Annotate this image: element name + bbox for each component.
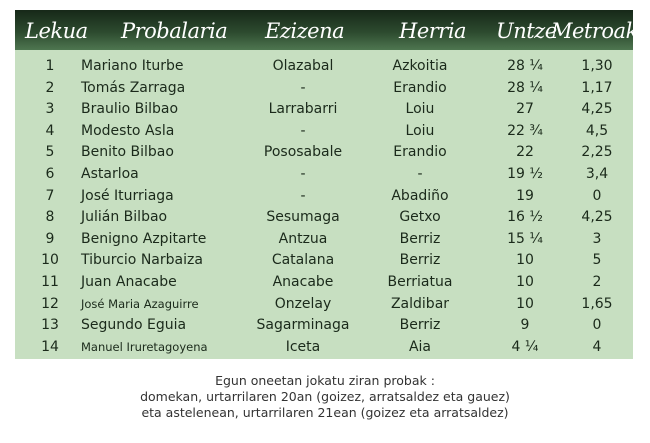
cell-lekua: 12 bbox=[41, 295, 59, 312]
table-row bbox=[15, 142, 633, 164]
cell-herria: Berriz bbox=[399, 230, 441, 247]
header-ezizena: Ezizena bbox=[265, 19, 345, 43]
cell-metroak: 3,4 bbox=[585, 165, 609, 182]
cell-lekua: 14 bbox=[41, 338, 59, 355]
cell-probalaria: José Iturriaga bbox=[81, 187, 174, 204]
cell-ezizena: Antzua bbox=[278, 230, 328, 247]
table-body bbox=[15, 56, 633, 358]
table-row bbox=[15, 99, 633, 121]
cell-metroak: 2,25 bbox=[581, 144, 613, 161]
cell-ezizena: Iceta bbox=[285, 338, 321, 355]
table-row bbox=[15, 294, 633, 316]
cell-probalaria: Julián Bilbao bbox=[81, 209, 168, 226]
cell-herria: Abadiño bbox=[391, 187, 449, 204]
cell-herria: Berriz bbox=[399, 252, 441, 269]
cell-probalaria: Tomás Zarraga bbox=[81, 79, 186, 96]
cell-lekua: 11 bbox=[41, 273, 59, 290]
cell-metroak: 1,65 bbox=[581, 295, 613, 312]
cell-metroak: 1,30 bbox=[581, 58, 613, 74]
cell-probalaria: Benito Bilbao bbox=[81, 144, 174, 161]
cell-metroak: 5 bbox=[592, 252, 602, 269]
cell-untze: 15 ¼ bbox=[507, 230, 543, 247]
cell-herria: Getxo bbox=[399, 209, 441, 226]
cell-probalaria: Juan Anacabe bbox=[81, 273, 177, 290]
header-lekua: Lekua bbox=[25, 19, 88, 43]
table-row bbox=[15, 229, 633, 251]
header-untze: Untze bbox=[496, 19, 557, 43]
cell-herria: Loiu bbox=[405, 122, 435, 139]
cell-untze: 10 bbox=[516, 295, 534, 312]
table-header bbox=[15, 10, 638, 50]
cell-probalaria: Segundo Eguia bbox=[81, 317, 187, 334]
cell-metroak: 4 bbox=[592, 338, 602, 355]
cell-lekua: 2 bbox=[45, 79, 55, 96]
cell-untze: 28 ¼ bbox=[507, 58, 543, 74]
cell-untze: 28 ¼ bbox=[507, 79, 543, 96]
cell-lekua: 9 bbox=[45, 230, 55, 247]
cell-lekua: 3 bbox=[45, 101, 55, 118]
cell-ezizena: - bbox=[300, 187, 306, 204]
cell-ezizena: Onzelay bbox=[274, 295, 332, 312]
cell-herria: Berriatua bbox=[387, 273, 453, 290]
header-herria: Herria bbox=[399, 19, 467, 43]
results-table bbox=[15, 10, 638, 359]
cell-probalaria: Benigno Azpitarte bbox=[81, 230, 207, 247]
cell-herria: Berriz bbox=[399, 317, 441, 334]
cell-probalaria: Manuel Iruretagoyena bbox=[81, 339, 208, 354]
table-row bbox=[15, 121, 633, 143]
cell-ezizena: Larrabarri bbox=[268, 101, 338, 118]
table-row bbox=[15, 164, 633, 186]
cell-ezizena: Pososabale bbox=[263, 144, 343, 161]
cell-herria: Azkoitia bbox=[392, 58, 448, 74]
cell-metroak: 1,17 bbox=[581, 79, 613, 96]
footer-line-2: domekan, urtarrilaren 20an (goizez, arratsaldez eta gauez) bbox=[140, 389, 510, 404]
cell-ezizena: Olazabal bbox=[272, 58, 334, 74]
table-row bbox=[15, 56, 633, 78]
cell-metroak: 4,25 bbox=[581, 101, 613, 118]
cell-ezizena: Sesumaga bbox=[266, 209, 340, 226]
cell-untze: 9 bbox=[520, 317, 530, 334]
cell-lekua: 8 bbox=[45, 209, 55, 226]
cell-ezizena: Sagarminaga bbox=[256, 317, 350, 334]
cell-probalaria: Mariano Iturbe bbox=[81, 58, 184, 74]
cell-untze: 27 bbox=[516, 101, 534, 118]
cell-herria: Zaldibar bbox=[390, 295, 450, 312]
cell-metroak: 4,5 bbox=[585, 122, 609, 139]
table-row bbox=[15, 78, 633, 100]
cell-probalaria: Braulio Bilbao bbox=[81, 101, 179, 118]
cell-untze: 22 bbox=[516, 144, 534, 161]
footer-line-1: Egun oneetan jokatu ziran probak : bbox=[215, 373, 435, 388]
cell-herria: Aia bbox=[408, 338, 432, 355]
cell-probalaria: Tiburcio Narbaiza bbox=[81, 252, 203, 269]
cell-metroak: 4,25 bbox=[581, 209, 613, 226]
header-probalaria: Probalaria bbox=[121, 19, 228, 43]
cell-herria: Erandio bbox=[393, 79, 447, 96]
cell-herria: Erandio bbox=[393, 144, 447, 161]
table-row bbox=[15, 207, 633, 229]
cell-ezizena: Anacabe bbox=[272, 273, 334, 290]
cell-ezizena: Catalana bbox=[271, 252, 335, 269]
cell-metroak: 2 bbox=[592, 273, 602, 290]
cell-untze: 4 ¼ bbox=[511, 338, 539, 355]
cell-lekua: 1 bbox=[45, 58, 55, 74]
cell-untze: 16 ½ bbox=[507, 209, 543, 226]
cell-ezizena: - bbox=[300, 79, 306, 96]
cell-lekua: 13 bbox=[41, 317, 59, 334]
cell-untze: 10 bbox=[516, 273, 534, 290]
cell-probalaria: José Maria Azaguirre bbox=[81, 296, 199, 311]
cell-metroak: 3 bbox=[592, 230, 602, 247]
cell-lekua: 10 bbox=[41, 252, 59, 269]
table-row bbox=[15, 186, 633, 208]
cell-untze: 19 ½ bbox=[507, 165, 543, 182]
table-row bbox=[15, 250, 633, 272]
cell-metroak: 0 bbox=[592, 317, 602, 334]
cell-untze: 19 bbox=[516, 187, 534, 204]
cell-ezizena: - bbox=[300, 122, 306, 139]
cell-lekua: 5 bbox=[45, 144, 55, 161]
header-metroak: Metroak bbox=[551, 19, 638, 43]
table-row bbox=[15, 315, 633, 337]
table-row bbox=[15, 272, 633, 294]
cell-lekua: 7 bbox=[45, 187, 55, 204]
cell-ezizena: - bbox=[300, 165, 306, 182]
table-row bbox=[15, 337, 633, 359]
cell-untze: 10 bbox=[516, 252, 534, 269]
cell-probalaria: Modesto Asla bbox=[81, 122, 175, 139]
cell-probalaria: Astarloa bbox=[81, 165, 139, 182]
cell-herria: Loiu bbox=[405, 101, 435, 118]
cell-herria: - bbox=[417, 165, 423, 182]
cell-lekua: 6 bbox=[45, 165, 55, 182]
footer-line-3: eta astelenean, urtarrilaren 21ean (goizez eta arratsaldez) bbox=[141, 405, 509, 420]
cell-metroak: 0 bbox=[592, 187, 602, 204]
cell-lekua: 4 bbox=[45, 122, 55, 139]
cell-untze: 22 ¾ bbox=[507, 122, 543, 139]
footer-note bbox=[0, 373, 650, 421]
